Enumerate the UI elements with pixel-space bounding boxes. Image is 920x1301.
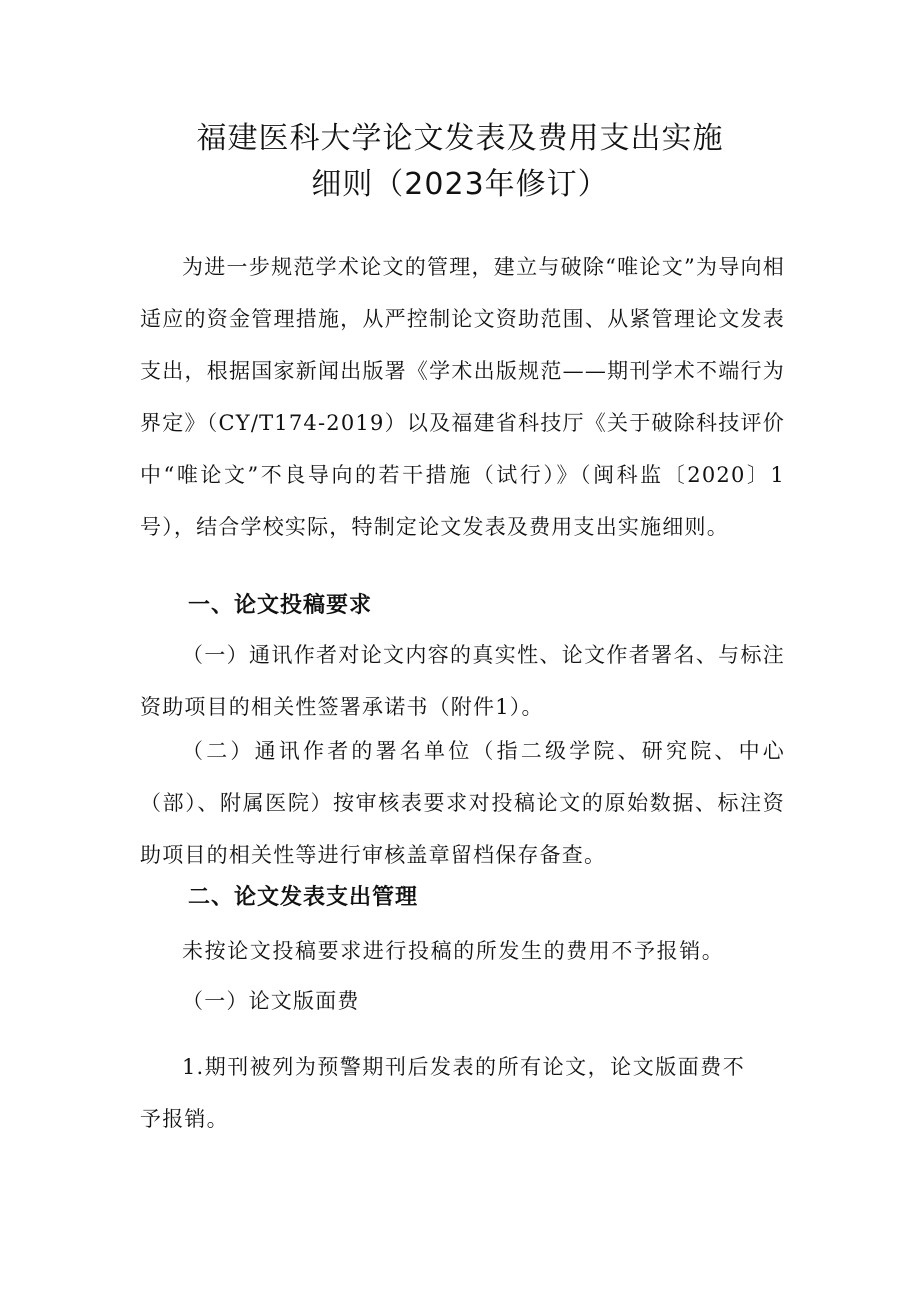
- section-1-item-1: （一）通讯作者对论文内容的真实性、论文作者署名、与标注资助项目的相关性签署承诺书（附件1）。: [140, 643, 785, 719]
- document-title-line-2: 细则（2023年修订）: [311, 167, 609, 202]
- section-2-heading: 二、论文发表支出管理: [188, 885, 419, 910]
- section-2-subheading: （一）论文版面费: [182, 989, 360, 1013]
- document-title-line-1: 福建医科大学论文发表及费用支出实施: [196, 121, 724, 156]
- intro-paragraph: 为进一步规范学术论文的管理，建立与破除“唯论文”为导向相适应的资金管理措施，从严控制论文资助范围、从紧管理论文发表支出，根据国家新闻出版署《学术出版规范——期刊学术不端行为界定》（CY/T174-2019）以及福建省科技厅《关于破除科技评价中“唯论文”不良导向的若干措施（试行）》（闽科监〔2020〕1号），结合学校实际，特制定论文发表及费用支出实施细则。: [140, 255, 785, 539]
- section-1-item-2: （二）通讯作者的署名单位（指二级学院、研究院、中心（部）、附属医院）按审核表要求对投稿论文的原始数据、标注资助项目的相关性等进行审核盖章留档保存备查。: [140, 739, 785, 867]
- section-2-rule-1: 1.期刊被列为预警期刊后发表的所有论文，论文版面费不予报销。: [140, 1055, 745, 1131]
- section-1-heading: 一、论文投稿要求: [188, 593, 373, 618]
- section-2-note: 未按论文投稿要求进行投稿的所发生的费用不予报销。: [182, 939, 725, 963]
